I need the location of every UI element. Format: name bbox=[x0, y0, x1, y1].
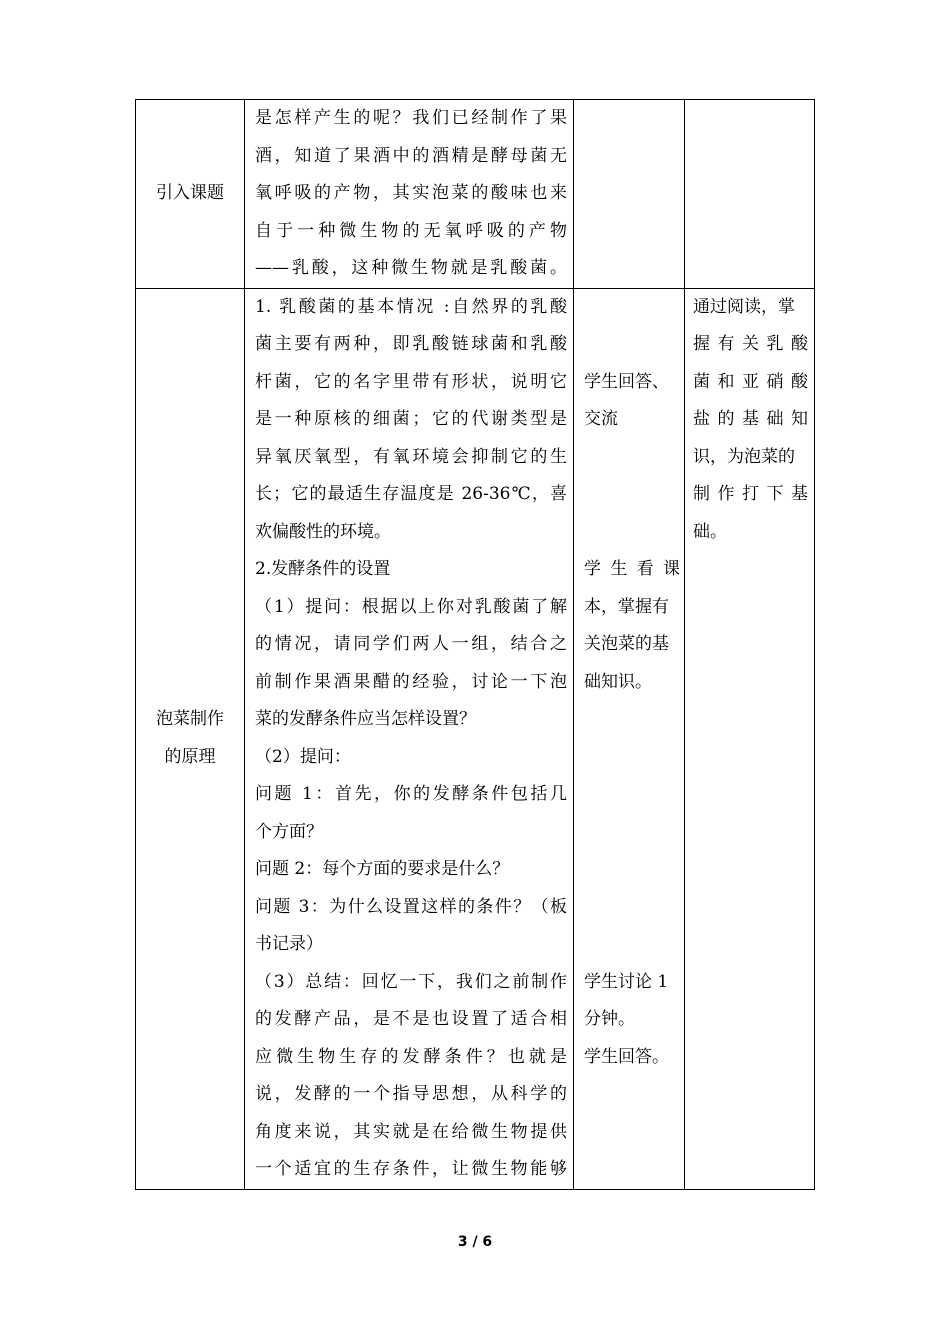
text-line: 础知识。 bbox=[584, 671, 652, 692]
lesson-plan-table bbox=[135, 99, 815, 1190]
text-line: 的情况，请同学们两人一组，结合之 bbox=[255, 634, 567, 654]
stage-label: 的原理 bbox=[164, 746, 216, 767]
text-line: 学生讨论 1 bbox=[584, 971, 669, 992]
text-line: （3）总结：回忆一下，我们之前制作 bbox=[255, 971, 567, 992]
teacher-activity-cell bbox=[245, 100, 574, 289]
text-line: 通过阅读，掌 bbox=[693, 296, 795, 317]
text-line: 学生回答、 bbox=[584, 371, 669, 392]
text-line: 欢偏酸性的环境。 bbox=[255, 521, 391, 542]
text-line: 是怎样产生的呢？我们已经制作了果 bbox=[255, 108, 567, 128]
table-row bbox=[136, 288, 815, 1189]
text-line: 本，掌握有 bbox=[584, 596, 669, 617]
text-line: 是一种原核的细菌；它的代谢类型是 bbox=[255, 409, 567, 429]
text-line: 说，发酵的一个指导思想，从科学的 bbox=[255, 1084, 567, 1104]
text-line: 酒，知道了果酒中的酒精是酵母菌无 bbox=[255, 145, 567, 166]
text-line: 制作打下基 bbox=[693, 484, 808, 504]
page-number: 3 / 6 bbox=[457, 1234, 493, 1250]
text-line: 自于一种微生物的无氧呼吸的产物 bbox=[255, 220, 567, 241]
text-line: 2.发酵条件的设置 bbox=[255, 559, 391, 579]
teacher-activity-cell bbox=[245, 288, 574, 1189]
stage-cell bbox=[136, 100, 245, 289]
text-line: （1）提问：根据以上你对乳酸菌了解 bbox=[255, 596, 567, 617]
text-line: 关泡菜的基 bbox=[584, 634, 669, 654]
stage-cell bbox=[136, 288, 245, 1189]
text-line: 角度来说，其实就是在给微生物提供 bbox=[255, 1121, 567, 1142]
design-intent-cell bbox=[685, 288, 815, 1189]
text-line: 分钟。 bbox=[584, 1009, 635, 1029]
text-line: 识，为泡菜的 bbox=[693, 446, 795, 467]
text-line: ——乳酸，这种微生物就是乳酸菌。 bbox=[255, 258, 567, 278]
student-activity-cell bbox=[574, 100, 685, 289]
table-row bbox=[136, 100, 815, 289]
text-line: 氧呼吸的产物，其实泡菜的酸味也来 bbox=[255, 183, 567, 203]
stage-label: 引入课题 bbox=[156, 183, 224, 203]
text-line: 应微生物生存的发酵条件？也就是 bbox=[255, 1046, 567, 1067]
text-line: 菌和亚硝酸 bbox=[693, 371, 808, 392]
text-line: 一个适宜的生存条件，让微生物能够 bbox=[255, 1159, 567, 1179]
text-line: 问题 3：为什么设置这样的条件？（板 bbox=[255, 896, 567, 917]
text-line: 问题 2：每个方面的要求是什么？ bbox=[255, 859, 510, 879]
text-line: （2）提问： bbox=[255, 746, 351, 767]
text-line: 异氧厌氧型，有氧环境会抑制它的生 bbox=[255, 446, 567, 467]
text-line: 1. 乳酸菌的基本情况 :自然界的乳酸 bbox=[255, 296, 567, 317]
text-line: 学生看课 bbox=[584, 559, 680, 579]
text-line: 菜的发酵条件应当怎样设置？ bbox=[255, 709, 476, 729]
text-line: 菌主要有两种，即乳酸链球菌和乳酸 bbox=[255, 334, 567, 354]
text-line: 前制作果酒果醋的经验，讨论一下泡 bbox=[255, 671, 567, 692]
stage-label: 泡菜制作 bbox=[156, 709, 224, 729]
student-activity-cell bbox=[574, 288, 685, 1189]
text-line: 础。 bbox=[693, 521, 727, 542]
text-line: 的发酵产品，是不是也设置了适合相 bbox=[255, 1009, 567, 1029]
text-line: 学生回答。 bbox=[584, 1046, 669, 1067]
text-line: 握有关乳酸 bbox=[693, 334, 808, 354]
text-line: 长；它的最适生存温度是 26-36℃，喜 bbox=[255, 484, 567, 504]
text-line: 杆菌，它的名字里带有形状，说明它 bbox=[255, 371, 567, 392]
text-line: 问题 1：首先，你的发酵条件包括几 bbox=[255, 784, 567, 804]
text-line: 书记录） bbox=[255, 934, 323, 954]
text-line: 盐的基础知 bbox=[693, 409, 808, 429]
design-intent-cell bbox=[685, 100, 815, 289]
text-line: 个方面？ bbox=[255, 821, 323, 842]
text-line: 交流 bbox=[584, 409, 618, 429]
